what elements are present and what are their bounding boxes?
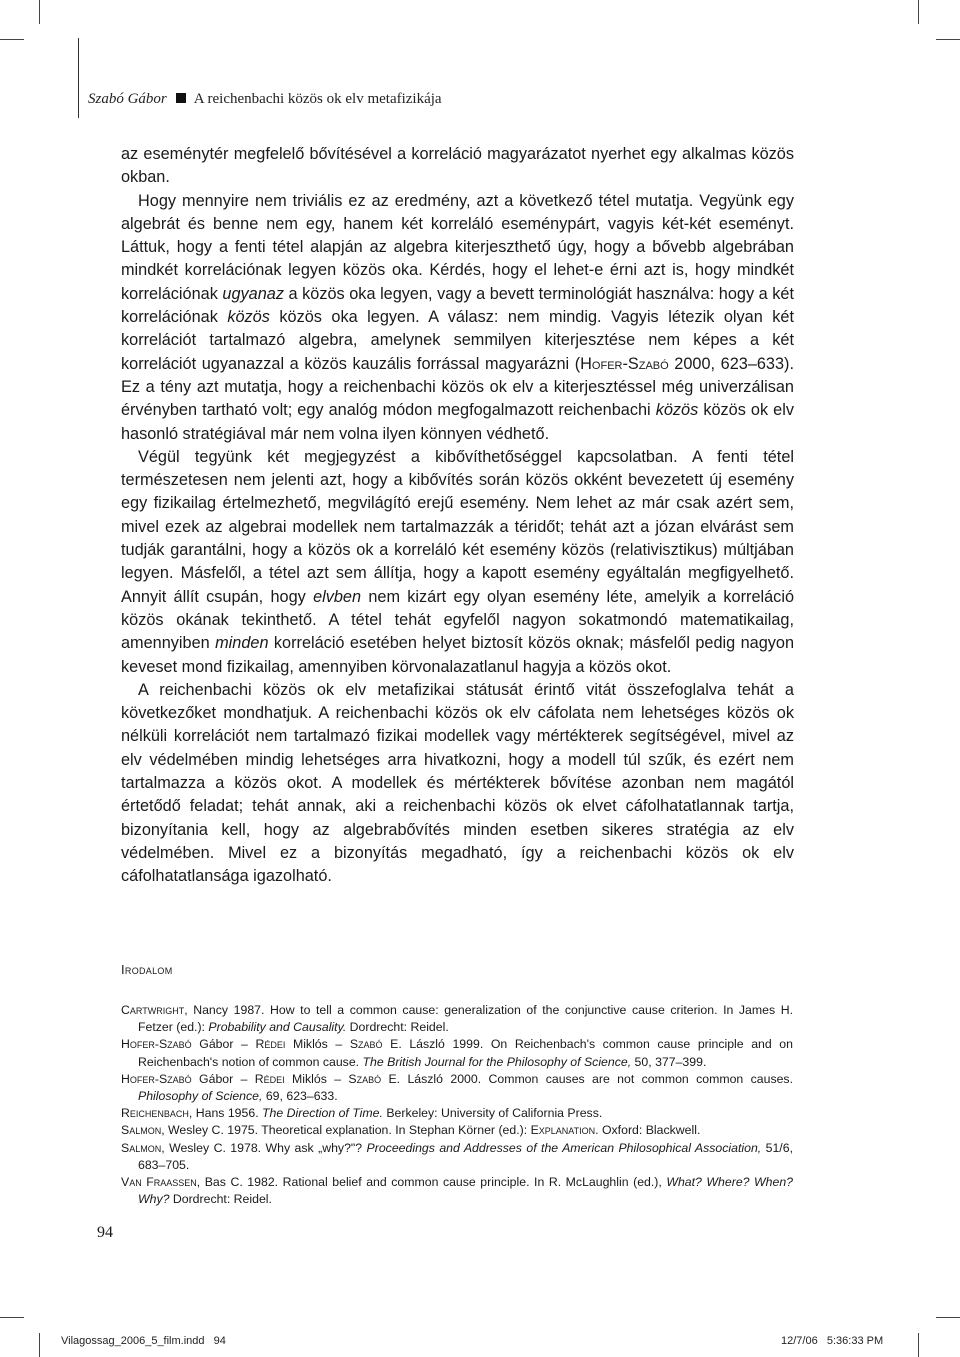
paragraph: Végül tegyünk két megjegyzést a kibővíthetőséggel kapcsolatban. A fenti tétel természetesen nem jelenti azt, hogy a kibővítés során közös okként bevezetett új esemény egy fizikailag értelmezhető, megvilágító erejű esemény. Nem lehet az már csak azért sem, mivel ezek az algebrai modellek nem tartalmazzák a téridőt; tehát azt a józan elvárást sem tudják garantálni, hogy a közös ok a korreláló két esemény közös (relativisztikus) múltjában legyen. Másfelől, a tétel azt sem állítja, hogy a kapott esemény egyáltalán megfigyelhető. Annyit állít csupán, hogy elvben nem kizárt egy olyan esemény léte, amelyik a korreláció közös okának tekinthető. A tétel tehát egyfelől nagyon sokatmondó matematikailag, amennyiben minden korreláció esetében helyet biztosít közös oknak; másfelől pedig nagyon keveset mond fizikailag, amennyiben körvonalazatlanul hagyja a közös okot. (121, 447, 795, 676)
square-bullet-icon (176, 93, 186, 103)
crop-mark (936, 1317, 960, 1318)
header-author: Szabó Gábor (88, 91, 167, 107)
reference-list (121, 1002, 793, 1208)
reference-item: Salmon, Wesley C. 1978. Why ask „why?"? Proceedings and Addresses of the American Philosophical Association, 51/6, 683–705. (121, 1140, 793, 1172)
reference-item: Hofer-Szabó Gábor – Rédei Miklós – Szabó E. László 1999. On Reichenbach's common cause principle and on Reichenbach's notion of common cause. The British Journal for the Philosophy of Science, 50, 377–399. (121, 1037, 793, 1069)
crop-mark (936, 39, 960, 40)
crop-mark (0, 1317, 24, 1318)
reference-item: Hofer-Szabó Gábor – Rédei Miklós – Szabó E. László 2000. Common causes are not common common causes. Philosophy of Science, 69, 623–633. (121, 1071, 793, 1104)
footer-timestamp: 12/7/06 5:36:33 PM (781, 1335, 884, 1347)
running-header (88, 91, 442, 108)
crop-mark (39, 1333, 40, 1357)
paragraph: A reichenbachi közös ok elv metafizikai státusát érintő vitát összefoglalva tehát a következőket mondhatjuk. A reichenbachi közös ok elv cáfolata nem lehetséges közös ok nélküli korrelációt nem tartalmazó fizikai modellek vagy mértékterek segítségével, mivel az elv védelmében mindig lehetséges arra hivatkozni, hogy a modell túl szűk, és ezért nem tartalmazza a közös okot. A modellek és mértékterek bővítése azonban nem magától értetődő feladat; tehát annak, aki a reichenbachi közös ok elvet cáfolhatatlannak tartja, bizonyítania kell, hogy az algebrabővítés minden esetben sikeres stratégia az elv védelmében. Mivel ez a bizonyítás megadható, így a reichenbachi közös ok elv cáfolhatatlansága igazolható. (121, 680, 794, 886)
crop-mark (918, 0, 919, 24)
crop-mark (918, 1333, 919, 1357)
reference-item: Salmon, Wesley C. 1975. Theoretical explanation. In Stephan Körner (ed.): Explanation. Oxford: Blackwell. (121, 1123, 701, 1138)
body-text (121, 143, 794, 889)
reference-item: Reichenbach, Hans 1956. The Direction of Time. Berkeley: University of California Press. (121, 1106, 603, 1121)
header-title: A reichenbachi közös ok elv metafizikája (193, 91, 442, 107)
header-rule (78, 38, 79, 118)
reference-item: Cartwright, Nancy 1987. How to tell a common cause: generalization of the conjunctive cause criterion. In James H. Fetzer (ed.): Probability and Causality. Dordrecht: Reidel. (121, 1003, 793, 1035)
citation: Hofer-Szabó (580, 354, 669, 373)
paragraph: az eseménytér megfelelő bővítésével a korreláció magyarázatot nyerhet egy alkalmas közös okban. (121, 145, 794, 187)
reference-item: Van Fraassen, Bas C. 1982. Rational belief and common cause principle. In R. McLaughlin (ed.), What? Where? When? Why? Dordrecht: Reidel. (121, 1175, 793, 1207)
paragraph: Hogy mennyire nem triviális ez az eredmény, azt a következő tétel mutatja. Vegyünk egy algebrát és benne nem egy, hanem két korreláló eseménypárt, vagyis két-két eseményt. Láttuk, hogy a fenti tétel alapján az algebra kiterjeszthető úgy, hogy a bővebb algebrában mindkét korrelációnak legyen közös oka. Kérdés, hogy el lehet-e érni azt is, hogy mindkét korrelációnak ugyanaz a közös oka legyen, vagy a bevett terminológiát használva: hogy a két korrelációnak közös közös oka legyen. A válasz: nem mindig. Vagyis létezik olyan két korrelációt tartalmazó algebra, amelynek semmilyen kiterjesztése nem képes a két korrelációt ugyanazzal a közös kauzális forrással magyarázni (Hofer-Szabó 2000, 623–633). Ez a tény azt mutatja, hogy a reichenbachi közös ok elv a kiterjesztéssel még univerzálisan érvényben tartható volt; egy analóg módon megfogalmazott reichenbachi közös közös ok elv hasonló stratégiával már nem volna ilyen könnyen védhető. (121, 191, 795, 443)
references-heading: Irodalom (121, 962, 173, 977)
page-number: 94 (97, 1224, 113, 1241)
crop-mark (0, 39, 24, 40)
footer-file: Vilagossag_2006_5_film.indd 94 (61, 1335, 226, 1347)
crop-mark (39, 0, 40, 24)
